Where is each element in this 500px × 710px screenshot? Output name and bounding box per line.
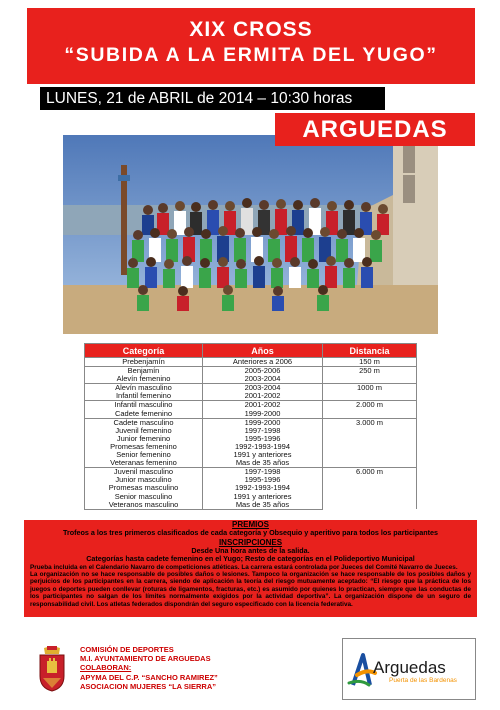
years-cell: 1997-1998: [203, 427, 323, 435]
distance-cell: 250 m: [323, 367, 417, 384]
arguedas-logo: [342, 638, 476, 700]
group-photo: [63, 135, 438, 334]
distance-cell: 3.000 m: [323, 418, 417, 468]
category-cell: Alevín masculino: [85, 384, 203, 393]
organizer-council: M.I. AYUNTAMIENTO DE ARGUEDAS: [80, 654, 211, 664]
years-cell: 1995-1996: [203, 435, 323, 443]
years-cell: 2001-2002: [203, 392, 323, 401]
distance-cell: 2.000 m: [323, 401, 417, 418]
prizes-text: Trofeos a los tres primeros clasificados de cada categoría y Obsequio y aperitivo para todos los participantes: [62, 528, 439, 537]
years-cell: 1999-2000: [203, 418, 323, 427]
logo-tagline: Puerta de las Bardenas: [389, 677, 457, 684]
years-cell: 1991 y anteriores: [203, 493, 323, 501]
categories-table: [84, 343, 417, 510]
organizer-commission: COMISIÓN DE DEPORTES: [80, 645, 174, 654]
arguedas-logo-mark: [343, 639, 475, 699]
years-cell: 1999-2000: [203, 410, 323, 419]
shield-icon: [35, 646, 69, 692]
distance-cell: 150 m: [323, 358, 417, 367]
category-cell: Cadete femenino: [85, 410, 203, 419]
category-cell: Promesas masculino: [85, 484, 203, 492]
event-subtitle: “SUBIDA A LA ERMITA DEL YUGO”: [64, 44, 438, 66]
years-cell: Mas de 35 años: [203, 459, 323, 468]
collaborators-heading: COLABORAN:: [80, 663, 132, 673]
date-bar: LUNES, 21 de ABRIL de 2014 – 10:30 horas: [40, 87, 385, 110]
distance-cell: 6.000 m: [323, 468, 417, 509]
col-header-category: Categoría: [85, 344, 203, 358]
category-cell: Cadete masculino: [85, 418, 203, 427]
registration-place: Categorías hasta cadete femenino en el Yugo; Resto de categorías en el Polideportivo Municipal: [86, 554, 415, 563]
years-cell: 2001-2002: [203, 401, 323, 410]
years-cell: 1991 y anteriores: [203, 451, 323, 459]
group-photo-image: [63, 135, 438, 334]
years-cell: 1992-1993-1994: [203, 484, 323, 492]
registration-heading: INSCRIPCIONES: [218, 537, 283, 547]
years-cell: 1995-1996: [203, 476, 323, 484]
title-banner: [27, 8, 475, 84]
years-cell: Mas de 35 años: [203, 501, 323, 510]
registration-time: Desde Una hora antes de la salida.: [191, 545, 310, 555]
category-cell: Veteranas femenino: [85, 459, 203, 468]
category-cell: Junior femenino: [85, 435, 203, 443]
rules-text-1: Prueba incluida en el Calendario Navarro de competiciones atléticas. La carrera estará controlada por Jueces del Comité Navarro de Jueces.: [30, 563, 458, 571]
organizers-text: [80, 645, 218, 691]
category-cell: Alevín femenino: [85, 375, 203, 384]
years-cell: 1997-1998: [203, 468, 323, 477]
info-box: [24, 520, 477, 617]
collaborator-apyma: APYMA DEL C.P. “SANCHO RAMIREZ”: [80, 672, 218, 682]
category-cell: Junior masculino: [85, 476, 203, 484]
col-header-years: Años: [203, 344, 323, 358]
years-cell: Anteriores a 2006: [203, 358, 323, 367]
category-cell: Senior femenino: [85, 451, 203, 459]
category-cell: Infantil femenino: [85, 392, 203, 401]
category-cell: Senior masculino: [85, 493, 203, 501]
category-cell: Benjamín: [85, 367, 203, 376]
logo-wordmark: Arguedas: [373, 658, 446, 677]
prizes-heading: PREMIOS: [232, 520, 269, 529]
coat-of-arms: [35, 646, 69, 692]
col-header-distance: Distancia: [323, 344, 417, 358]
collaborator-women-association: ASOCIACION MUJERES “LA SIERRA”: [80, 681, 216, 691]
category-cell: Veteranos masculino: [85, 501, 203, 510]
distance-cell: 1000 m: [323, 384, 417, 401]
event-title: XIX CROSS: [189, 18, 313, 41]
category-cell: Juvenil masculino: [85, 468, 203, 477]
years-cell: 2005-2006: [203, 367, 323, 376]
years-cell: 2003-2004: [203, 384, 323, 393]
years-cell: 2003-2004: [203, 375, 323, 384]
town-banner: ARGUEDAS: [275, 113, 475, 146]
category-cell: Juvenil femenino: [85, 427, 203, 435]
category-cell: Promesas femenino: [85, 443, 203, 451]
category-cell: Infantil masculino: [85, 401, 203, 410]
category-cell: Prebenjamín: [85, 358, 203, 367]
rules-text-2: La organización no se hace responsable de posibles daños o lesiones. Tampoco la organización se hace responsable de los posibles daños y perjuicios de los participantes en la carrera, siendo de aplicación la teoría del riesgo mutuamente aceptado: “El riesgo que la práctica de los juegos o deportes pueden conllevar (roturas de ligamentos, fracturas, etc.) es asumido por quienes lo practican, siempre que las conductas de los participantes no salgan de los límites normalmente exigidos por la actividad deportiva”. La organización dispone de un seguro de responsabilidad civil. Los atletas federados dispondrán del seguro especificado con la licencia federativa.: [30, 570, 471, 608]
years-cell: 1992-1993-1994: [203, 443, 323, 451]
